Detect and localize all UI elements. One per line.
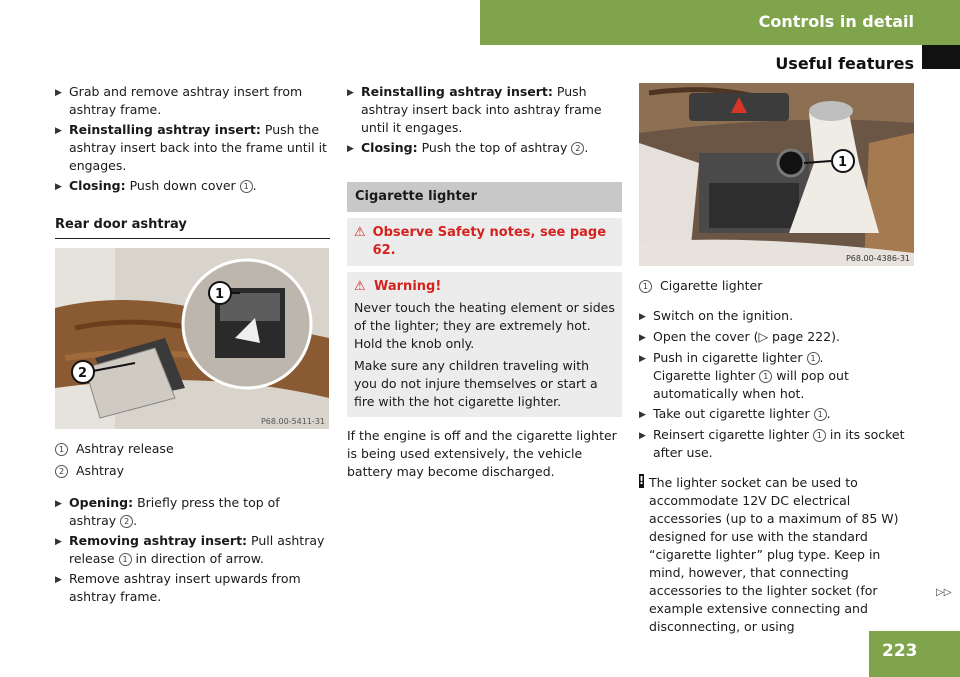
battery-paragraph: If the engine is off and the cigarette lighter is being used extensively, the vehicle battery may become discharged. (347, 428, 617, 479)
arrow-icon: ▶ (639, 312, 646, 322)
rear-door-ashtray-heading: Rear door ashtray (55, 216, 330, 239)
arrow-icon: ▶ (55, 575, 62, 585)
continued-arrow-icon: ▷▷ (936, 587, 952, 598)
svg-text:1: 1 (838, 155, 848, 170)
legend-item: 1 Cigarette lighter (639, 277, 919, 295)
section-marker (922, 45, 960, 69)
column-right (639, 273, 919, 636)
arrow-icon: ▶ (639, 354, 646, 364)
arrow-icon: ▶ (347, 88, 354, 98)
arrow-icon: ▶ (639, 431, 646, 441)
arrow-icon: ▶ (639, 410, 646, 420)
arrow-icon: ▶ (55, 537, 62, 547)
list-item: ▶ Take out cigarette lighter 1 . (639, 405, 919, 424)
note-text: The lighter socket can be used to accommodate 12V DC electrical accessories (up to a maximum of 85 W) designed for use with the standard “cigarette lighter” plug type. Keep in mind, however, that connecting accessories to the lighter socket (for example extensive connecting and disconnecting, or using (649, 475, 899, 634)
rear-ashtray-photo (55, 248, 329, 429)
column-left (55, 83, 330, 239)
photo-reference: P68.00-5411-31 (260, 417, 325, 426)
list-item: ▶ Push in cigarette lighter 1 . Cigarette lighter 1 will pop out automatically when hot. (639, 350, 849, 401)
legend-item: 2 Ashtray (55, 462, 330, 480)
page-number: 223 (882, 641, 918, 661)
exclamation-icon: ! (639, 474, 645, 487)
note-block (639, 474, 919, 636)
cigarette-lighter-photo (639, 83, 914, 266)
list-item: ▶ Open the cover (▷ page 222). (639, 328, 919, 347)
list-item: ▶ Reinstalling ashtray insert: Push the ashtray insert back into the frame until it engages. (55, 122, 327, 173)
list-item: ▶ Switch on the ignition. (639, 307, 919, 326)
chapter-title: Controls in detail (758, 12, 914, 31)
svg-text:2: 2 (78, 366, 88, 381)
arrow-icon: ▶ (55, 499, 62, 509)
warning-title: Warning! (374, 279, 442, 294)
warning-triangle-icon: ⚠ (354, 225, 366, 240)
arrow-icon: ▶ (639, 333, 646, 343)
section-title: Useful features (775, 54, 914, 73)
list-item: ▶ Reinstalling ashtray insert: Push ashtray insert back into ashtray frame until it engages. (347, 84, 602, 135)
column-middle (347, 83, 622, 481)
legend-item: 1 Ashtray release (55, 440, 330, 458)
safety-note-box (347, 218, 622, 266)
warning-box (347, 272, 622, 417)
callout-number: 1 (240, 180, 253, 193)
chapter-header (480, 0, 960, 45)
warning-paragraph: Never touch the heating element or sides of the lighter; they are extremely hot. Hold the knob only. (354, 300, 615, 351)
warning-paragraph: Make sure any children traveling with you do not injure themselves or start a fire with the hot cigarette lighter. (354, 358, 598, 409)
arrow-icon: ▶ (55, 126, 62, 136)
list-item: ▶ Reinsert cigarette lighter 1 in its socket after use. (639, 427, 905, 460)
svg-text:1: 1 (215, 287, 225, 302)
arrow-icon: ▶ (55, 182, 62, 192)
list-item: ▶ Opening: Briefly press the top of ashtray 2 . (55, 495, 280, 528)
safety-note-text: Observe Safety notes, see page 62. (372, 225, 607, 258)
list-item: ▶ Grab and remove ashtray insert from ashtray frame. (55, 84, 303, 117)
arrow-icon: ▶ (347, 144, 354, 154)
list-item: ▶ Closing: Push down cover 1 . (55, 177, 330, 196)
page-number-box (869, 631, 960, 677)
arrow-icon: ▶ (55, 88, 62, 98)
photo-reference: P68.00-4386-31 (845, 254, 910, 263)
list-item: ▶ Removing ashtray insert: Pull ashtray release 1 in direction of arrow. (55, 533, 325, 566)
column-left-lower (55, 436, 330, 608)
warning-triangle-icon: ⚠ (354, 279, 366, 294)
list-item: ▶ Remove ashtray insert upwards from ashtray frame. (55, 571, 301, 604)
cigarette-lighter-heading: Cigarette lighter (347, 182, 622, 212)
list-item: ▶ Closing: Push the top of ashtray 2 . (347, 139, 622, 158)
